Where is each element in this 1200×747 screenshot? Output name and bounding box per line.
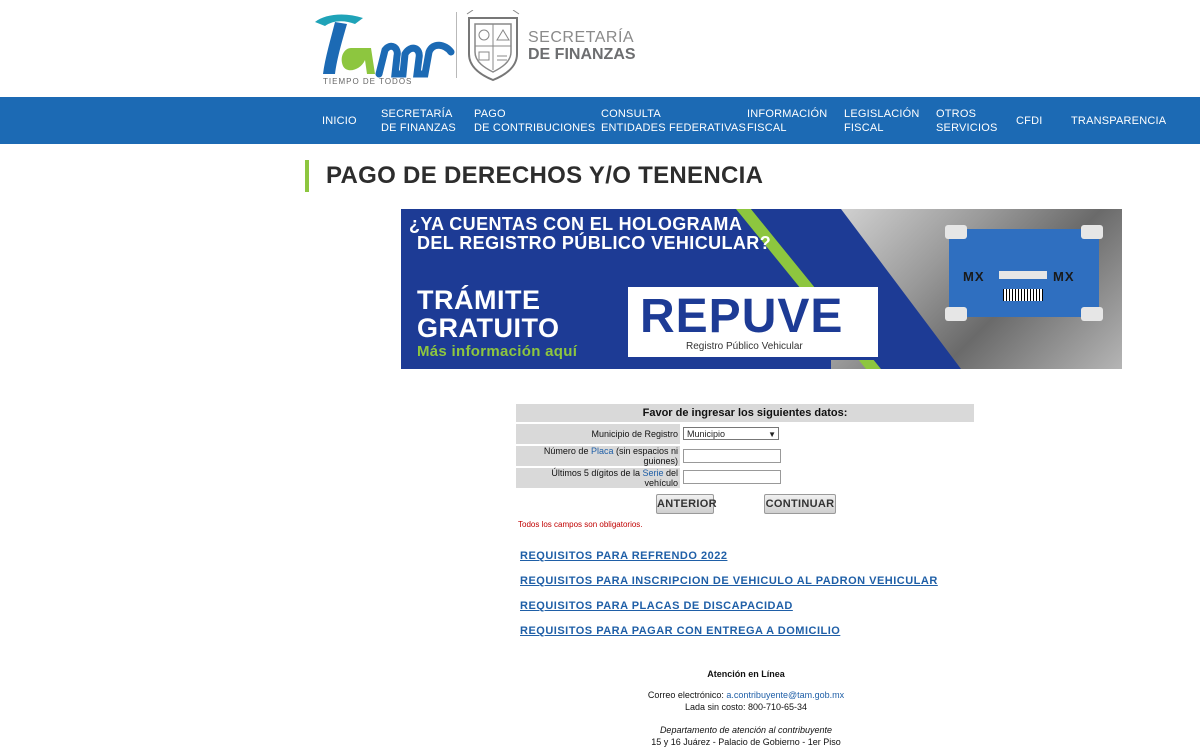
nav-item-label: FISCAL: [844, 121, 884, 134]
main-nav: [0, 97, 1200, 144]
nav-item-pago-contribuciones[interactable]: [474, 97, 595, 144]
nav-item-label: INICIO: [322, 114, 357, 127]
nav-item-consulta[interactable]: [601, 97, 746, 144]
page-title: PAGO DE DERECHOS Y/O TENENCIA: [326, 162, 764, 189]
banner-gratuito: GRATUITO: [417, 313, 560, 343]
site-header: [0, 0, 1200, 96]
nav-item-label: PAGO: [474, 107, 506, 120]
hologram-card: [949, 229, 1099, 317]
banner-question-line2: DEL REGISTRO PÚBLICO VEHICULAR?: [417, 233, 772, 253]
banner-tramite: TRÁMITE: [417, 285, 541, 315]
secretaria-line1: SECRETARÍA: [528, 29, 635, 46]
repuve-wordmark: REPUVE: [640, 290, 844, 343]
nav-item-label: CFDI: [1016, 114, 1043, 127]
card-mx-right: MX: [1053, 269, 1075, 284]
banner-question-line1: ¿YA CUENTAS CON EL HOLOGRAMA: [409, 214, 743, 234]
contact-email-line: [560, 690, 932, 700]
nav-item-label: SECRETARÍA: [381, 107, 453, 120]
placa-label: [516, 446, 680, 466]
form-header: Favor de ingresar los siguientes datos:: [516, 404, 974, 422]
card-tab: [945, 225, 967, 239]
secretaria-line2: DE FINANZAS: [528, 46, 636, 63]
nav-item-cfdi[interactable]: [1016, 97, 1042, 144]
back-button[interactable]: ANTERIOR: [656, 494, 714, 514]
nav-item-label: DE CONTRIBUCIONES: [474, 121, 596, 134]
nav-item-label: FISCAL: [747, 121, 787, 134]
tam-logo[interactable]: [305, 8, 455, 86]
nav-item-label: ENTIDADES FEDERATIVAS: [601, 121, 746, 134]
placa-input[interactable]: [683, 449, 781, 463]
contact-email-label: Correo electrónico:: [647, 690, 727, 700]
state-seal-icon: [463, 10, 523, 82]
logo-divider: [456, 12, 457, 78]
card-strip: [999, 271, 1047, 279]
nav-item-informacion-fiscal[interactable]: [747, 97, 827, 144]
required-fields-note: Todos los campos son obligatorios.: [518, 520, 643, 529]
row-serie: [516, 468, 974, 488]
placa-label-pre: Número de: [543, 446, 591, 456]
nav-item-legislacion-fiscal[interactable]: [844, 97, 920, 144]
banner-more-info: Más información aquí: [417, 343, 578, 360]
link-requisitos-refrendo[interactable]: REQUISITOS PARA REFRENDO 2022: [520, 550, 728, 562]
link-requisitos-discapacidad[interactable]: REQUISITOS PARA PLACAS DE DISCAPACIDAD: [520, 600, 793, 612]
contact-department: Departamento de atención al contribuyente: [659, 725, 833, 735]
municipio-select[interactable]: [683, 427, 779, 440]
card-tab: [1081, 307, 1103, 321]
repuve-subtitle: Registro Público Vehicular: [686, 341, 803, 352]
barcode-icon: [1003, 289, 1043, 301]
serie-help-link[interactable]: Serie: [642, 468, 664, 478]
contact-phone: Lada sin costo: 800-710-65-34: [684, 702, 808, 712]
title-accent-bar: [305, 160, 309, 192]
nav-item-label: CONSULTA: [601, 107, 661, 120]
placa-help-link[interactable]: Placa: [590, 446, 614, 456]
repuve-logo: [628, 287, 878, 360]
nav-item-label: DE FINANZAS: [381, 121, 456, 134]
contact-email-link[interactable]: a.contribuyente@tam.gob.mx: [726, 690, 845, 700]
nav-item-label: SERVICIOS: [936, 121, 998, 134]
row-municipio: [516, 424, 974, 444]
nav-item-label: INFORMACIÓN: [747, 107, 828, 120]
contact-address: 15 y 16 Juárez - Palacio de Gobierno - 1er Piso: [651, 737, 841, 747]
serie-label-post: del vehículo: [644, 468, 678, 488]
repuve-banner[interactable]: [401, 209, 1122, 369]
contact-title: Atención en Línea: [707, 669, 785, 679]
nav-item-transparencia[interactable]: [1071, 97, 1166, 144]
continue-button[interactable]: CONTINUAR: [764, 494, 836, 514]
card-mx-left: MX: [963, 269, 985, 284]
link-requisitos-inscripcion[interactable]: REQUISITOS PARA INSCRIPCION DE VEHICULO AL PADRON VEHICULAR: [520, 575, 938, 587]
nav-item-secretaria[interactable]: [381, 97, 456, 144]
municipio-select-value: Municipio: [687, 429, 726, 439]
card-tab: [1081, 225, 1103, 239]
municipio-label: Municipio de Registro: [516, 424, 680, 444]
chevron-down-icon: ▼: [768, 430, 776, 439]
serie-input[interactable]: [683, 470, 781, 484]
row-placa: [516, 446, 974, 466]
nav-item-label: OTROS: [936, 107, 977, 120]
nav-item-inicio[interactable]: [322, 97, 357, 144]
serie-label-pre: Últimos 5 dígitos de la: [551, 468, 643, 478]
nav-item-otros-servicios[interactable]: [936, 97, 998, 144]
card-tab: [945, 307, 967, 321]
svg-text:TIEMPO DE TODOS: TIEMPO DE TODOS: [323, 77, 413, 86]
nav-item-label: TRANSPARENCIA: [1071, 114, 1167, 127]
placa-label-post: (sin espacios ni guiones): [613, 446, 678, 466]
link-requisitos-domicilio[interactable]: REQUISITOS PARA PAGAR CON ENTREGA A DOMICILIO: [520, 625, 841, 637]
nav-item-label: LEGISLACIÓN: [844, 107, 920, 120]
serie-label: [516, 468, 680, 488]
